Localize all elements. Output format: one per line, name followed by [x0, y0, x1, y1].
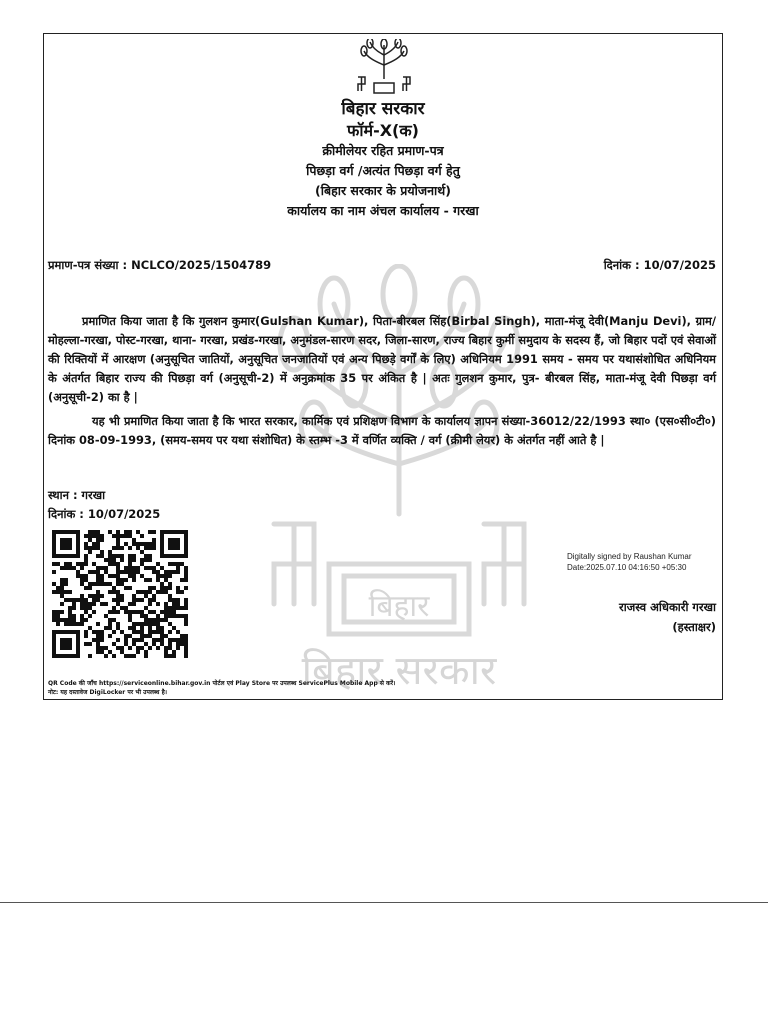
officer-title: राजस्व अधिकारी गरखा — [619, 600, 716, 614]
government-title: बिहार सरकार — [341, 99, 425, 119]
watermark-emblem-text: बिहार — [368, 589, 430, 624]
issue-date-label: दिनांक : 10/07/2025 — [48, 507, 161, 521]
digital-signature-name: Digitally signed by Raushan Kumar — [567, 552, 692, 561]
certificate-meta-row — [48, 258, 716, 273]
certification-paragraph-1: प्रमाणित किया जाता है कि गुलशन कुमार(Gulshan Kumar), पिता-बीरबल सिंह(Birbal Singh), माता-मंजू देवी(Manju Devi), ग्राम/मोहल्ला-गरखा, पोस्ट-गरखा, थाना- गरखा, प्रखंड-गरखा, अनुमंडल-सारण सदर, जिला-सारण, राज्य बिहार कुर्मी समुदाय के सदस्य हैं, जो बिहार पदों एवं सेवाओं की रिक्तियों में आरक्षण (अनुसूचित जातियों, अनुसूचित जनजातियों एवं अन्य पिछड़े वर्गों के लिए) अधिनियम 1991 समय - समय पर यथासंशोधित अधिनियम के अंतर्गत बिहार राज्य की पिछड़ा वर्ग (अनुसूची-2) में अनुक्रमांक 35 पर अंकित है | अतः गुलशन कुमार, पुत्र- बीरबल सिंह, माता-मंजू देवी पिछड़ा वर्ग (अनुसूची-2) का है | — [48, 314, 716, 404]
signature-label: (हस्ताक्षर) — [672, 620, 716, 634]
certificate-number: प्रमाण-पत्र संख्या : NCLCO/2025/1504789 — [48, 258, 272, 272]
certificate-title: क्रीमीलेयर रहित प्रमाण-पत्र — [322, 143, 444, 158]
purpose-line: (बिहार सरकार के प्रयोजनार्थ) — [315, 183, 451, 198]
digital-signature-date: Date:2025.07.10 04:16:50 +05:30 — [567, 562, 687, 572]
certification-paragraph-2: यह भी प्रमाणित किया जाता है कि भारत सरकार, कार्मिक एवं प्रशिक्षण विभाग के कार्यालय ज्ञापन संख्या-36012/22/1993 स्था० (एस०सी०टी०) दिनांक 08-09-1993, (समय-समय पर यथा संशोधित) के स्तम्भ -3 में वर्णित व्यक्ति / वर्ग (क्रीमी लेयर) के अंतर्गत नहीं आते है | — [48, 414, 716, 447]
form-title: फॉर्म-X(क) — [347, 121, 419, 140]
digilocker-note: नोट: यह दस्तावेज DigiLocker पर भी उपलब्ध है। — [48, 689, 168, 696]
digital-signature-block — [567, 552, 692, 573]
bihar-emblem-logo — [352, 39, 416, 97]
certificate-date: दिनांक : 10/07/2025 — [603, 258, 716, 272]
qr-verification-note: QR Code की जाँच https://serviceonline.bihar.gov.in पोर्टल एवं Play Store पर उपलब्ध ServicePlus Mobile App से करें। — [48, 680, 396, 687]
watermark-seal-text: बिहार सरकार — [301, 648, 497, 694]
place-label: स्थान : गरखा — [48, 488, 106, 502]
page-divider — [0, 902, 768, 903]
office-line: कार्यालय का नाम अंचल कार्यालय - गरखा — [287, 203, 479, 218]
qr-code — [52, 530, 188, 658]
certificate-sheet — [43, 33, 723, 700]
category-line: पिछड़ा वर्ग /अत्यंत पिछड़ा वर्ग हेतु — [306, 163, 460, 178]
